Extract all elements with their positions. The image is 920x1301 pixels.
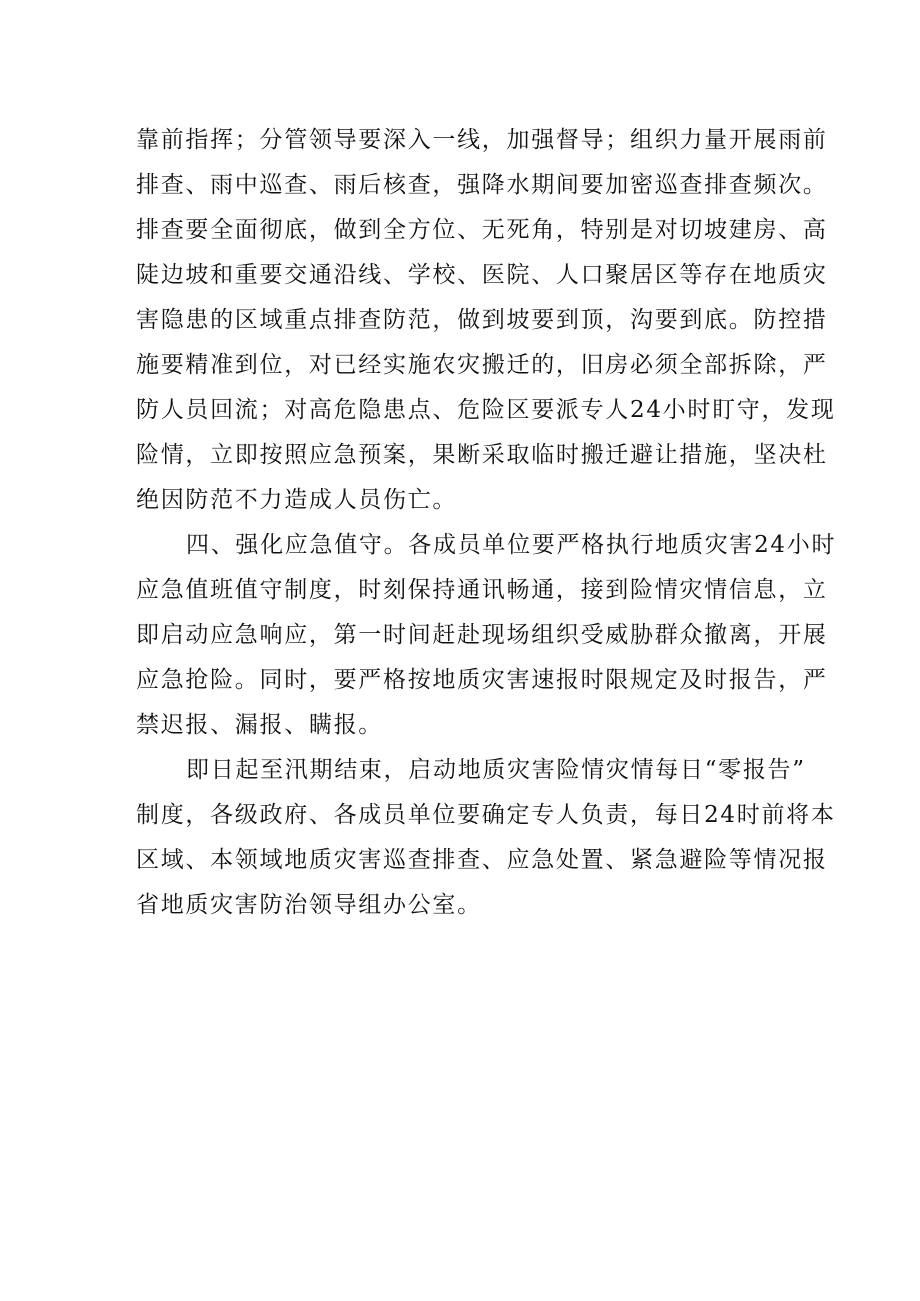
text-line: 施要精准到位，对已经实施农灾搬迁的，旧房必须全部拆除，严 bbox=[136, 352, 828, 378]
text-line: 排查要全面彻底，做到全方位、无死角，特别是对切坡建房、高 bbox=[136, 217, 828, 243]
text-line: 靠前指挥；分管领导要深入一线，加强督导；组织力量开展雨前 bbox=[136, 127, 828, 153]
text-line: 排查、雨中巡查、雨后核查，强降水期间要加密巡查排查频次。 bbox=[136, 172, 828, 198]
text-line: 省地质灾害防治领导组办公室。 bbox=[136, 892, 482, 918]
paragraph-emergency-duty bbox=[136, 523, 837, 748]
text-line: 险情，立即按照应急预案，果断采取临时搬迁避让措施，坚决杜 bbox=[136, 442, 828, 468]
text-line: 陡边坡和重要交通沿线、学校、医院、人口聚居区等存在地质灾 bbox=[136, 262, 828, 288]
text-line: 即日起至汛期结束，启动地质灾害险情灾情每日“零报告” bbox=[186, 757, 806, 783]
text-line: 四、强化应急值守。各成员单位要严格执行地质灾害24小时 bbox=[186, 532, 837, 558]
text-line: 防人员回流；对高危隐患点、危险区要派专人24小时盯守，发现 bbox=[136, 397, 836, 423]
text-line: 绝因防范不力造成人员伤亡。 bbox=[136, 487, 458, 513]
text-line: 即启动应急响应，第一时间赶赴现场组织受威胁群众撤离，开展 bbox=[136, 622, 828, 648]
text-line: 害隐患的区域重点排查防范，做到坡要到顶，沟要到底。防控措 bbox=[136, 307, 828, 333]
text-line: 禁迟报、漏报、瞒报。 bbox=[136, 712, 383, 738]
document-body bbox=[136, 118, 837, 928]
text-line: 应急抢险。同时，要严格按地质灾害速报时限规定及时报告，严 bbox=[136, 667, 828, 693]
text-line: 制度，各级政府、各成员单位要确定专人负责，每日24时前将本 bbox=[136, 802, 836, 828]
text-line: 区域、本领域地质灾害巡查排查、应急处置、紧急避险等情况报 bbox=[136, 847, 828, 873]
paragraph-inspection bbox=[136, 118, 836, 523]
text-line: 应急值班值守制度，时刻保持通讯畅通，接到险情灾情信息，立 bbox=[136, 577, 828, 603]
paragraph-zero-report bbox=[136, 748, 836, 928]
